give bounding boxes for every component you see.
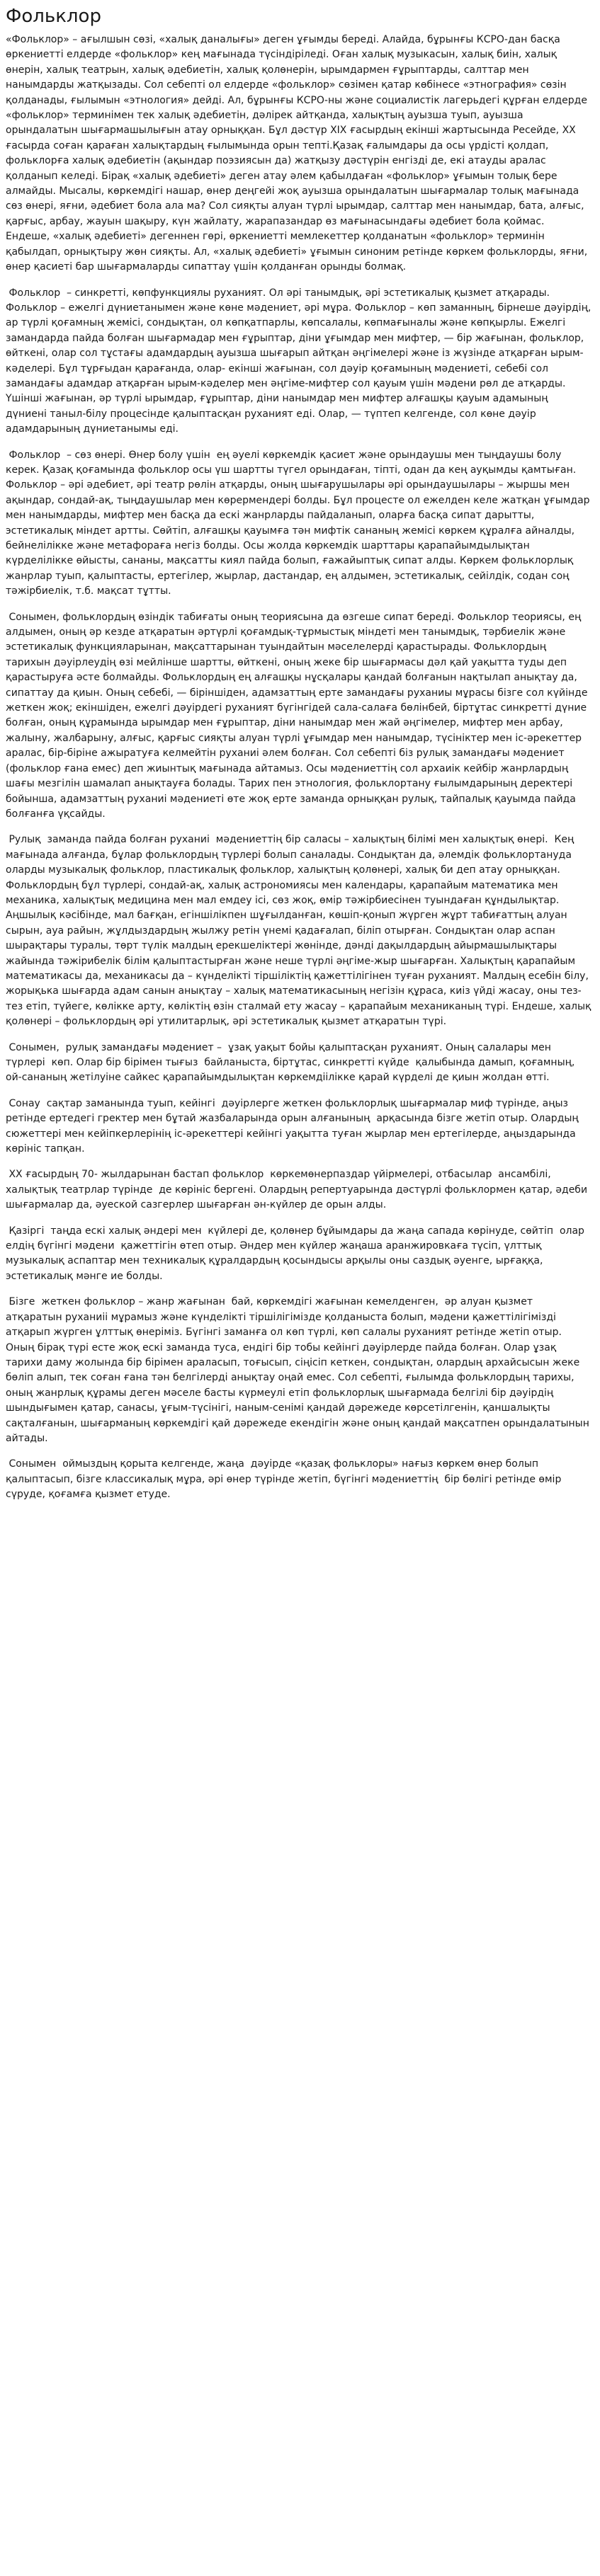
- paragraph-theory: Сонымен, фольклордың өзіндік табиғаты оның теориясына да өзгеше сипат береді. Фольклор теориясы, ең алдымен, оның әр кезде атқаратын әртүрлі қоғамдық-тұрмыстық міндеті мен танымдық, тәрбиелік және эстетикалық функцияларынан, мақсаттарынан туындайтын мәселелерді қарастырады. Фольклордың тарихын дәуірлеудің өзі мейлінше шартты, өйткені, оның жеке бір шығармасы дәл қай уақытта туды деп қарастыруға әсте болмайды. Фольклордың ең алғашқы нұсқалары қандай болғанын нақтылап анықтау да, сипаттау да қиын. Оның себебі, — біріншіден, адамзаттың ерте замандағы руханиы мұрасы бізге сол күйінде жеткен жоқ; екіншіден, ежелгі дәуірдегі руханият бүгінгідей сала-салаға бөлінбей, біртұтас синкретті дүние болған, оның құрамында ырымдар мен ғұрыптар, діни нанымдар мен жай әңгімелер, мифтер мен арбау, жалыну, жалбарыну, алғыс, қарғыс сияқты алуан түрлі ұғымдар мен нанымдар, түсініктер мен іс-әрекеттер аралас, бір-біріне ажыратуға келмейтін руханиі әлем болған. Сол себепті біз рулық замандағы мәдениет (фольклор ғана емес) деп жиынтық мағынада айтамыз. Осы мәдениеттің сол архаиік кейбір жанрлардың шағы мезгілін шамалап анықтауға болады. Тарих пен этнология, фольклортану ғылымдарының деректері бойынша, адамзаттың руханиі мәдениеті өте жоқ ерте заманда орныққан рулық, тайпалық қауымда пайда болғанға үқсайды.: [6, 611, 591, 820]
- paragraph-saka-era: Сонау сақтар заманында туып, кейінгі дәуірлерге жеткен фольклорлық шығармалар миф түрінде, аңыз ретінде ертедегі гректер мен бұтай жазбаларында орын алғанының арқасында бізге жетіп отыр. Олардың сюжеттері мен кейіпкерлерінің іс-әрекеттері кейінгі уақытта туған жырлар мен ертегілерде, аңыздарында көрініс тапқан.: [6, 1097, 582, 1155]
- paragraph-conclusion: Сонымен оймыздың қорыта келгенде, жаңа дәуірде «қазақ фольклоры» нағыз көркем өнер болып қалыптасып, бізге классикалық мұра, әрі өнер түрінде жетіп, бүгінгі мәдениеттің бір бөлігі ретінде өмір сүруде, қоғамға қызмет етуде.: [6, 1458, 565, 1501]
- paragraph-summary: Сонымен, рулық замандағы мәдениет – ұзақ уақыт бойы қалыптасқан руханият. Оның салалары мен түрлері көп. Олар бір бірімен тығыз байланыста, біртұтас, синкретті күйде қалыбында дамып, қоғамның, ой-сананың жетілуіне сайкес қарапайымдылықтан көркемдіілікке қарай күрделі де қиын жолдан өтті.: [6, 1041, 578, 1084]
- paragraph-present-day: Қазіргі таңда ескі халық әндері мен күйлері де, қолөнер бұйымдары да жаңа сапада көрінуде, сөйтіп олар елдің бүгінгі мәдени қажеттігін өтеп отыр. Әндер мен күйлер жаңаша аранжировкаға түсіп, үлттық музыкалық аспаптар мен техникалық құралдардың қосындысы арқылы оны саздық әуенге, ырғаққа, эстетикалық мәнге ие болды.: [6, 1225, 588, 1282]
- paragraph-tribal-culture: Рулық заманда пайда болған руханиі мәдениеттің бір саласы – халықтың білімі мен халықтық өнері. Кең мағынада алғанда, бұлар фольклордың түрлері болып саналады. Сондықтан да, әлемдік фольклортануда оларды музыкалық фольклор, пластикалық фольклор, халықтың қолөнері, халық би деп атау орныққан. Фольклордың бұл түрлері, сондай-ақ, халық астрономиясы мен календары, қарапайым математика мен механика, халықтық медицина мен мал емдеу ісі, сөз жоқ, өмір тәжірбиесінен туындаған құндылықтар. Аңшылық кәсібінде, мал бағқан, егіншілікпен шұғылданған, көшіп-қонып жүрген жұрт табиғаттың алуан сырын, ауа райын, жұлдыздардың жылжу ретін үнемі қадағалап, біліп отырған. Сондықтан олар аспан шырақтары туралы, төрт түлік малдың ерекшеліктері жөнінде, дәнді дақылдардың айырмашылықтары жайында тәжірибелік білім қалыптастырған және неше түрлі әңгіме-жыр шығарған. Халықтың қарапайым математикасы да, механикасы да – күнделікті тіршіліктің қажеттілігінен туған руханият. Малдың есебін білу, жорықька шығарда адам санын анықтау – халық математикасының негізін құраса, киіз үйді жасау, оны тез-тез етіп, түйеге, көлікке арту, көліктің өзін сталмай ету жасау – қарапайым механиканың түрі. Ендеше, халық қолөнері – фольклордың әрі утилитарлық, әрі эстетикалық қызмет атқаратын түрі.: [6, 834, 594, 1028]
- paragraph-inherited-folklore: Бізге жеткен фольклор – жанр жағынан бай, көркемдігі жағынан кемелденген, әр алуан қызмет атқаратын руханиіі мұрамыз және күнделікті тіршілігімізде қолданыста болып, мәдени қажеттілігімізді атқарып жүрген ұлттық өнеріміз. Бүгінгі заманға ол көп түрлі, көп салалы руханият ретінде жетіп отыр. Оның бірақ түрі есте жоқ ескі заманда туса, ендігі бір тобы кейінгі дәуірлерде пайда болған. Олар ұзақ тарихи даму жолында бір бірімен араласып, тоғысып, сіңісіп кеткен, сондықтан, олардың архайсысын жеке бөліп алып, тек соған ғана тән белгілерді анықтау оңай емес. Сол себепті, ғылымда фольклордың тарихы, оның жанрлық құрамы деген мәселе басты күрмеулі етіп фольклорлық шығармада белгілі бір дәуірдің шындығымен қатар, санасы, ұғым-түсінігі, наным-сенімі қандай дәрежеде көрсетілгенін, қаншалықты сақталғанын, шығарманың көркемдігі қай дәрежеде екендігін және оның қандай мақсатпен орындалатынын айтады.: [6, 1296, 593, 1444]
- document-title: Фольклор: [6, 6, 101, 27]
- paragraph-syncretic: Фольклор – синкретті, көпфункциялы руханият. Ол әрі танымдық, әрі эстетикалық қызмет атқарады. Фольклор – ежелгі дүниетанымен және көне мәдениет, әрі мұра. Фольклор – көп заманның, бірнеше дәуірдің, ар түрлі қоғамның жемісі, сондықтан, ол көпқатпарлы, көпсалалы, көпмағыналы және көпқырлы. Ежелгі замандарда пайда болған шығармадар мен ғұрыптар, діни ұғымдар мен мифтер, — бір жағынан, фольклор, өйткені, олар сол тұстағы адамдардың ауызша шығарып айтқан әңгімелері және із жүзінде атқарған ырым-кәделері. Бұл тұрғыдан қарағанда, олар- екінші жағынан, сол дәуір қоғамының мәдениеті, себебі сол замандағы адамдар атқарған ырым-кәделер мен әңгіме-мифтер сол қауым үшін мәдени рөл де атқарды. Үшінші жағынан, әр түрлі ырымдар, ғұрыптар, діни нанымдар мен мифтер алғашқы қауым адамының дүниені таныл-білу процесінде қалыптасқан руханият еді. Олар, — түптеп келгенде, сол көне дәуір адамдарының дүниетанымы еді.: [6, 287, 594, 435]
- paragraph-word-art: Фольклор – сөз өнері. Өнер болу үшін ең әуелі көркемдік қасиет және орындаушы мен тыңдаушы болу керек. Қазақ қоғамында фольклор осы үш шартты түгел орындаған, тіпті, одан да кең ауқымды қамтыған. Фольклор – әрі әдебиет, әрі театр рөлін атқарды, оның шығарушылары әрі орындаушылары – жыршы мен ақындар, сондай-ақ, тыңдаушылар мен көрермендері болды. Бұл процесте ол ежелден келе жатқан ұғымдар мен нанымдарды, мифтер мен басқа да ескі жанрларды пайдаланып, оларға басқа сипат дарытты, эстетикалық міндет артты. Сөйтіп, алғашқы қауымға тән мифтік сананың жемісі көркем құралға айналды, бейнелілікке және метафораға негіз болды. Осы жолда көркемдік шарттары қарапайымдылықтан күрделілікке өйысты, сананы, мақсатты киял пайда болып, ғажайыптық сипат алды. Көркем фольклорлық жанрлар туып, қалыптасты, ертегілер, жырлар, дастандар, ең алдымен, эстетикалық, сейілдік, содан соң тәжірбиелік, т.б. мақсат тұтты.: [6, 449, 594, 597]
- paragraph-20th-century: XX ғасырдың 70- жылдарынан бастап фольклор көркемөнерпаздар үйірмелері, отбасылар ансамбілі, халықтық театрлар түрінде де көрініс бергені. Олардың репертуарында дәстүрлі фольклормен қатар, әдеби шығармалар да, әуеской сазгерлер шығарған ән-күйлер де орын алды.: [6, 1169, 591, 1211]
- paragraph-intro: «Фольклор» – ағылшын сөзі, «халық даналығы» деген ұғымды береді. Алайда, бұрынғы КСРО-дан басқа өркениетті елдерде «фольклор» кең мағынада түсіндіріледі. Оған халық музыкасын, халық биін, халық өнерін, халық театрын, халық әдебиетін, халық қолөнерін, ырымдармен ғұрыптарды, салттар мен нанымдарды жатқызады. Сол себепті ол елдерде «фольклор» сөзімен қатар көбінесе «этнография» сөзін қолданады, ғылымын «этнология» дейді. Ал, бұрынғы КСРО-ны және социалистік лагерьдегі құрған елдерде «фольклор» терминімен тек халық әдебиетін, дәлірек айтқанда, халықтың ауызша туып, ауызша орындалатын шығармашылығын атау орныққан. Бұл дәстүр XIX ғасырдың екінші жартысында Ресейде, XX ғасырда соған қараған халықтардың ғылымында орын тепті.Қазақ ғалымдары да осы үрдісті қолдап, фольклорға халық әдебиетін (ақындар поэзиясын да) жатқызу дәстүрін енгізді де, екі атауды аралас қолданып келеді. Бірақ «халық әдебиеті» деген атау әлем қабылдаған «фольклор» ұғымын толық бере алмайды. Мысалы, көркемдігі нашар, өнер деңгейі жоқ ауызша орындалатын шығармалар толық мағынада сөз өнері, яғни, әдебиет бола ала ма? Сол сияқты алуан түрлі ырымдар, салттар мен нанымдар, бата, алғыс, қарғыс, арбау, жауын шақыру, күн жайлату, жарапазандар өз мағынасындағы әдебиет бола қоймас. Ендеше, «халық әдебиеті» дегеннен гөрі, өркениетті мемлекеттер қолданатын «фольклор» терминін қабылдап, орнықтыру жөн сияқты. Ал, «халық әдебиеті» ұғымын синоним ретінде көркем фольклорды, яғни, өнер қасиеті бар шығармаларды сипаттау үшін қолданған орынды болмақ.: [6, 34, 591, 273]
